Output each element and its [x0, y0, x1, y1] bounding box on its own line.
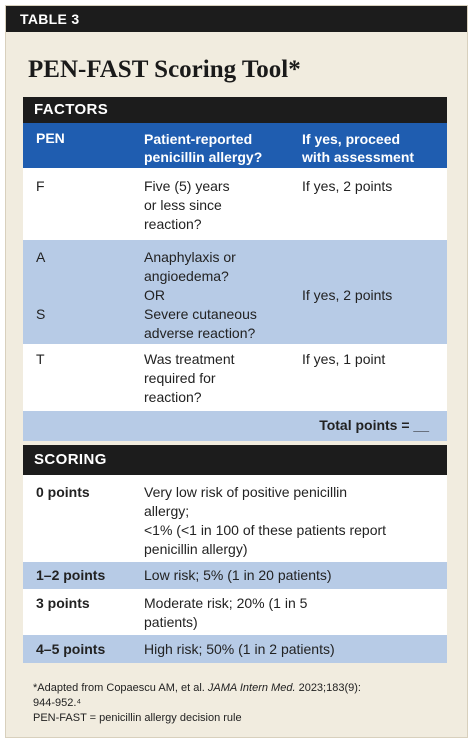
- scoring-risk: Very low risk of positive penicillin allergy; <1% (<1 in 100 of these patients report penicillin allergy): [144, 484, 387, 557]
- column-header-pen: PEN: [36, 130, 65, 146]
- factor-points: If yes, 1 point: [302, 351, 386, 367]
- scoring-header: SCORING: [23, 445, 447, 475]
- factor-points: If yes, 2 points: [302, 178, 393, 194]
- factor-row-f: [23, 168, 447, 240]
- footnote-journal: JAMA Intern Med.: [207, 682, 296, 694]
- column-header-proceed: If yes, proceed with assessment: [302, 131, 415, 165]
- total-points: Total points = __: [319, 417, 429, 433]
- factor-letter: S: [36, 306, 46, 322]
- factor-criterion: Anaphylaxis or angioedema? OR Severe cutaneous adverse reaction?: [144, 249, 257, 341]
- factor-letter: T: [36, 351, 45, 367]
- scoring-risk: Moderate risk; 20% (1 in 5 patients): [144, 595, 308, 630]
- scoring-points: 4–5 points: [36, 641, 106, 657]
- factor-letter: F: [36, 178, 45, 194]
- factors-column-headers: [23, 123, 447, 168]
- table-title: PEN-FAST Scoring Tool*: [28, 56, 301, 83]
- column-header-patient-reported: Patient-reported penicillin allergy?: [144, 131, 263, 165]
- factor-points: If yes, 2 points: [302, 287, 393, 303]
- scoring-points: 0 points: [36, 484, 90, 500]
- scoring-risk: Low risk; 5% (1 in 20 patients): [144, 567, 332, 583]
- scoring-row: [23, 562, 447, 589]
- scoring-row: [23, 475, 447, 562]
- factors-header: FACTORS: [23, 97, 447, 123]
- total-row: [23, 411, 447, 441]
- footnote: [33, 681, 443, 726]
- scoring-risk: High risk; 50% (1 in 2 patients): [144, 641, 335, 657]
- scoring-row: [23, 589, 447, 635]
- factor-row-as: [23, 240, 447, 344]
- footnote-citation: *Adapted from Copaescu AM, et al.: [33, 682, 205, 694]
- factor-row-t: [23, 344, 447, 411]
- scoring-points: 1–2 points: [36, 567, 106, 583]
- factor-letter: A: [36, 249, 46, 265]
- footnote-abbreviation: PEN-FAST = penicillin allergy decision rule: [33, 712, 242, 724]
- footnote-pages: 944-952.⁴: [33, 697, 82, 709]
- scoring-points: 3 points: [36, 595, 90, 611]
- factor-criterion: Was treatment required for reaction?: [144, 351, 235, 405]
- factor-criterion: Five (5) years or less since reaction?: [144, 178, 230, 232]
- scoring-row: [23, 635, 447, 663]
- table-label: TABLE 3: [6, 6, 467, 32]
- footnote-citation-detail: 2023;183(9):: [298, 682, 361, 694]
